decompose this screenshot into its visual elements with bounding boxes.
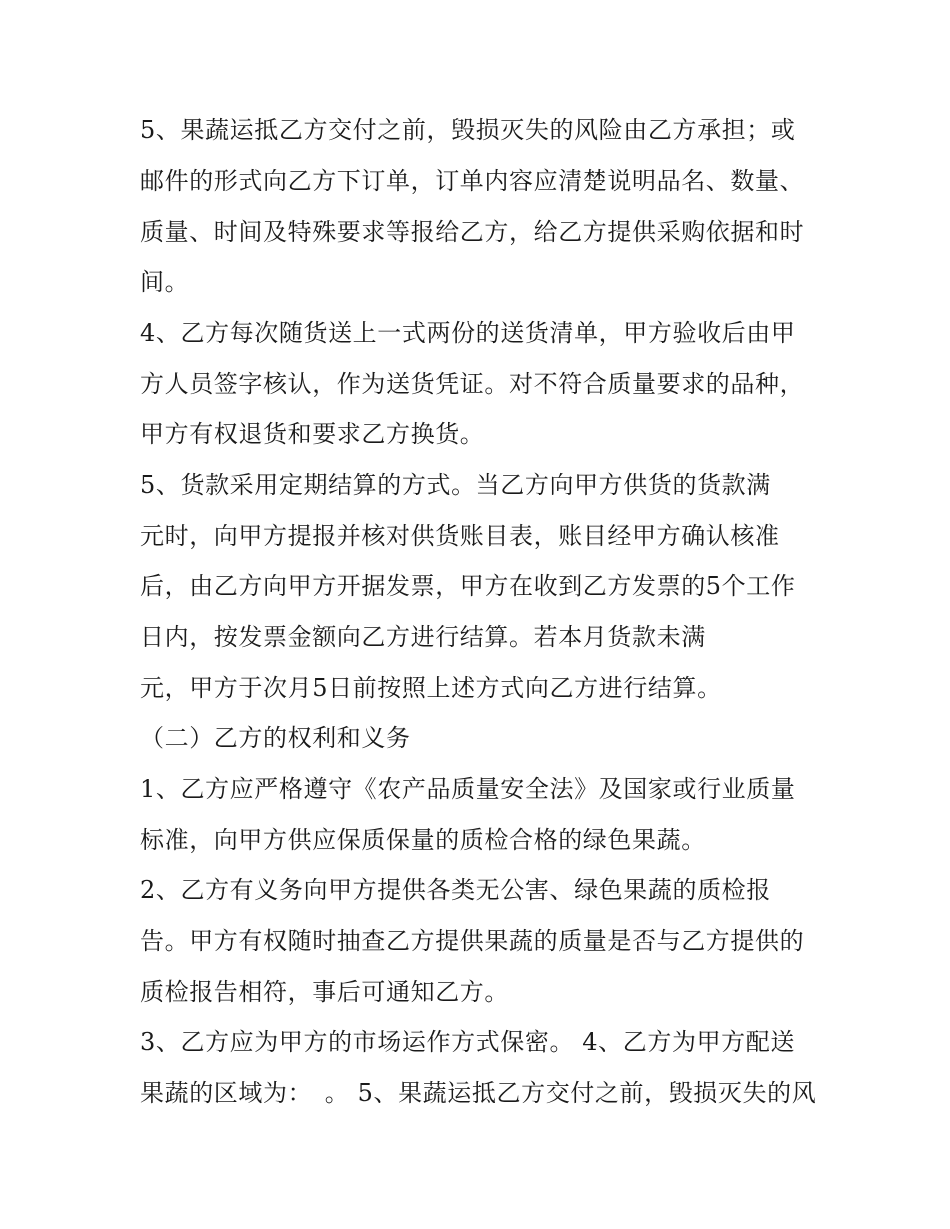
section-heading: （二）乙方的权利和义务 <box>140 724 411 752</box>
paragraph-line: 3、乙方应为甲方的市场运作方式保密。 4、乙方为甲方配送 <box>140 1028 795 1056</box>
paragraph-line: 标准，向甲方供应保质保量的质检合格的绿色果蔬。 <box>140 826 706 854</box>
paragraph-line: 方人员签字核认，作为送货凭证。对不符合质量要求的品种， <box>140 370 805 398</box>
paragraph-line: 日内，按发票金额向乙方进行结算。若本月货款未满 <box>140 623 706 651</box>
paragraph-line: 元时，向甲方提报并核对供货账目表，账目经甲方确认核准 <box>140 522 780 550</box>
paragraph-line: 甲方有权退货和要求乙方换货。 <box>140 420 485 448</box>
paragraph-line: 1、乙方应严格遵守《农产品质量安全法》及国家或行业质量 <box>140 775 796 803</box>
paragraph-line: 元，甲方于次月5日前按照上述方式向乙方进行结算。 <box>140 674 722 702</box>
paragraph-line: 告。甲方有权随时抽查乙方提供果蔬的质量是否与乙方提供的 <box>140 927 805 955</box>
paragraph-line: 质量、时间及特殊要求等报给乙方，给乙方提供采购依据和时 <box>140 218 805 246</box>
paragraph-line: 2、乙方有义务向甲方提供各类无公害、绿色果蔬的质检报 <box>140 876 771 904</box>
paragraph-line: 质检报告相符，事后可通知乙方。 <box>140 978 509 1006</box>
paragraph-line: 5、货款采用定期结算的方式。当乙方向甲方供货的货款满 <box>140 471 771 499</box>
paragraph-line: 间。 <box>140 268 190 296</box>
paragraph-line: 后，由乙方向甲方开据发票，甲方在收到乙方发票的5个工作 <box>140 572 796 600</box>
paragraph-line: 4、乙方每次随货送上一式两份的送货清单，甲方验收后由甲 <box>140 319 796 347</box>
paragraph-line: 5、果蔬运抵乙方交付之前，毁损灭失的风险由乙方承担；或 <box>140 116 796 144</box>
paragraph-line: 邮件的形式向乙方下订单，订单内容应清楚说明品名、数量、 <box>140 167 805 195</box>
paragraph-line: 果蔬的区域为： 。 5、果蔬运抵乙方交付之前，毁损灭失的风 <box>140 1079 817 1107</box>
